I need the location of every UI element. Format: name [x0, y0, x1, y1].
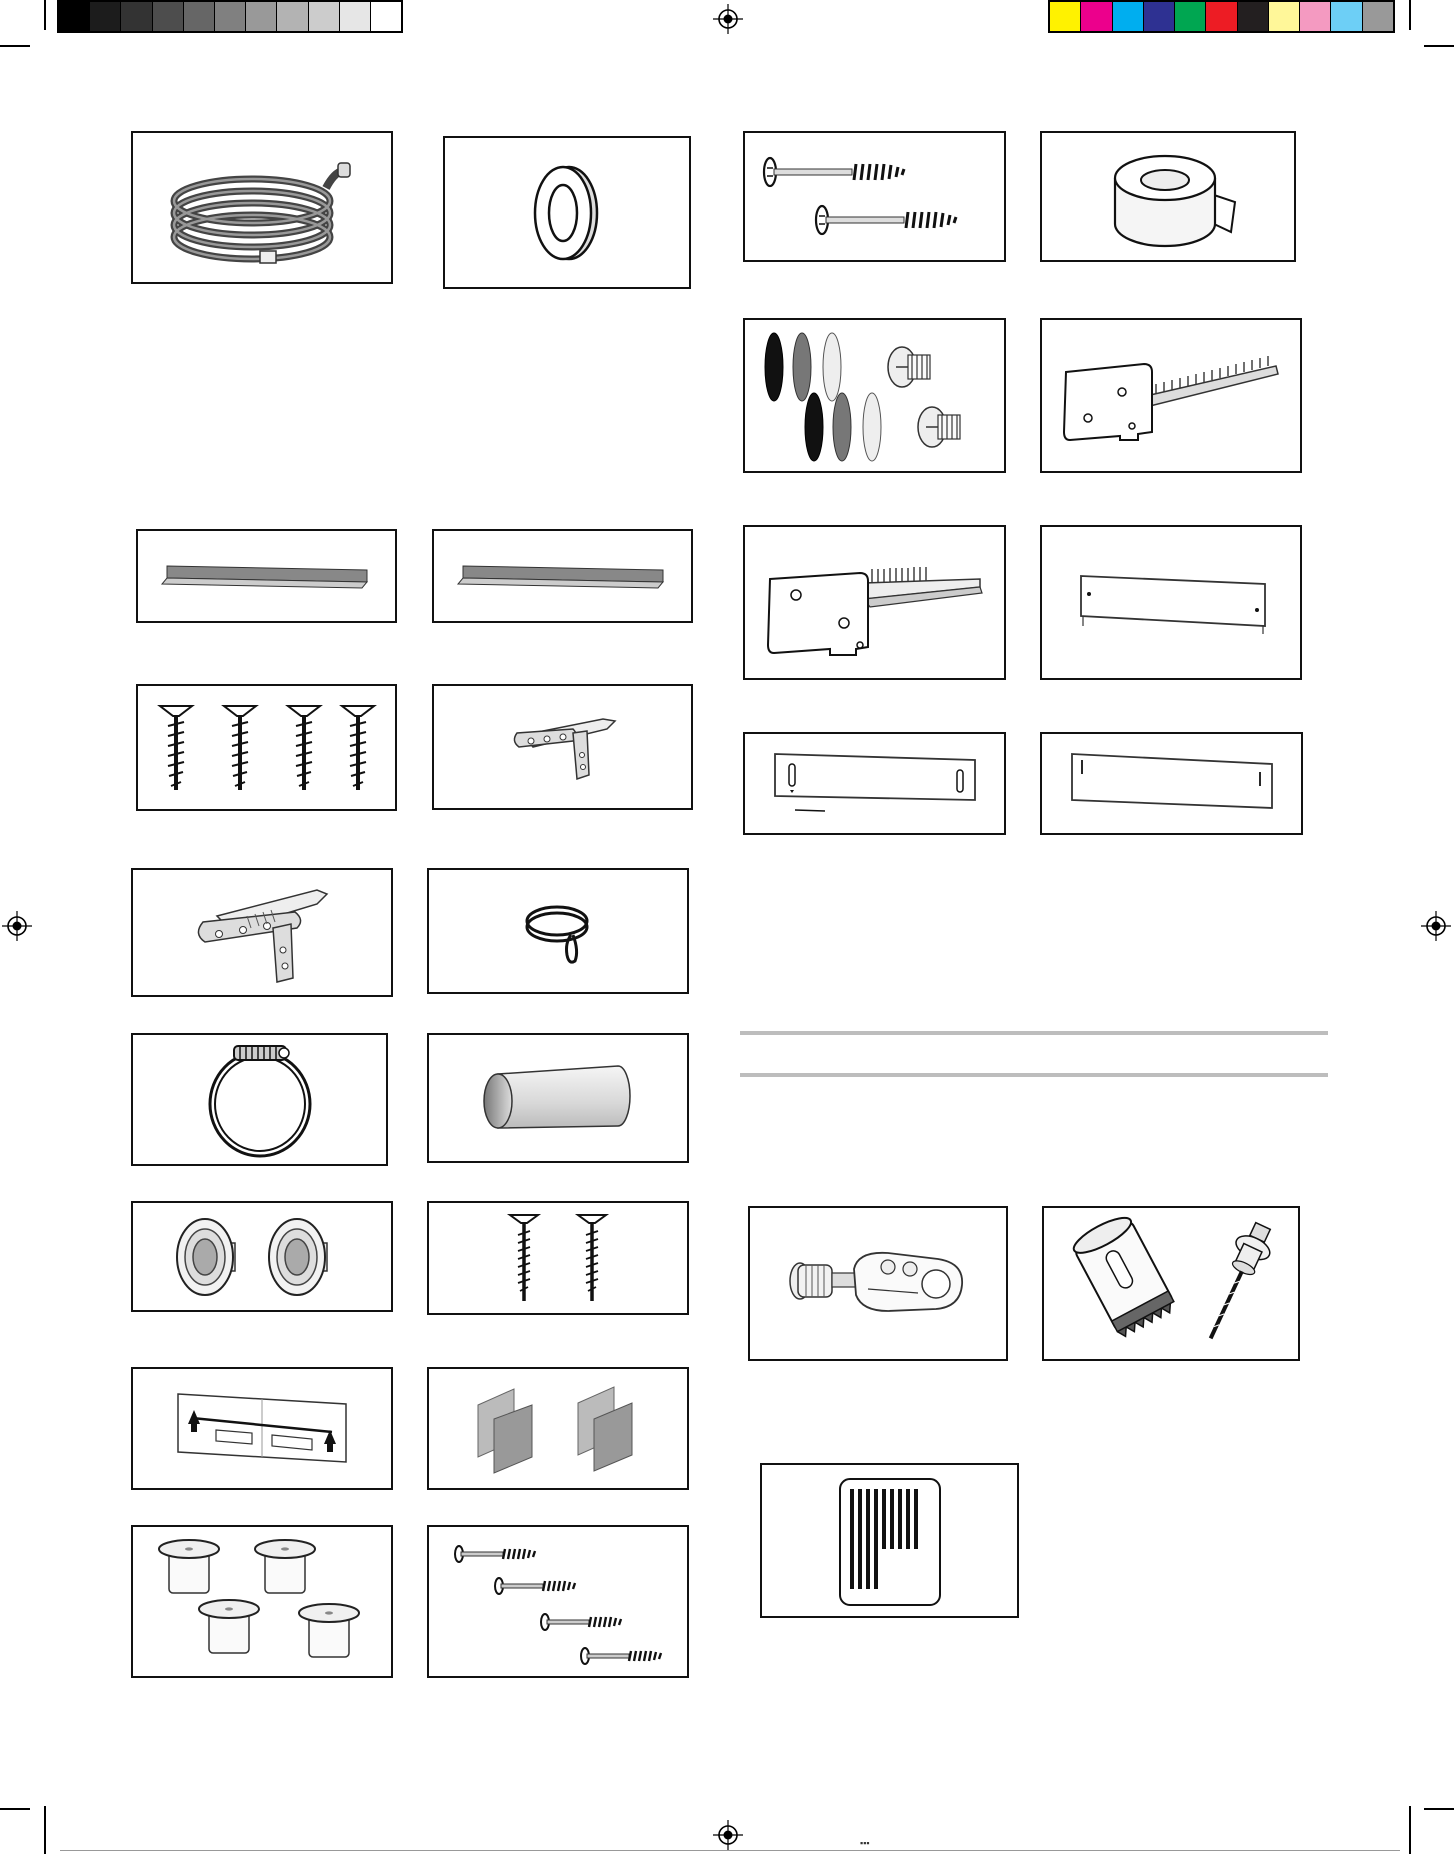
- accessory-mounting-bracket-rack: [1040, 318, 1302, 473]
- pipe-tube-icon: [478, 1058, 638, 1138]
- long-screw-icon: [443, 1532, 673, 1672]
- accessory-wood-screws-four: [136, 684, 397, 811]
- accessory-large-hinge-clip: [131, 868, 393, 997]
- tool-hole-saw-and-drill: [1042, 1206, 1300, 1361]
- trim-mark: [1409, 0, 1411, 30]
- wood-screw-icon: [498, 1211, 618, 1305]
- tool-pipe-cutter: [748, 1206, 1008, 1361]
- gray-swatch: [371, 2, 401, 31]
- accessory-insulation-tape: [1040, 131, 1296, 262]
- footer-mark: ▪▪▪: [860, 1838, 870, 1848]
- trim-mark: [1409, 1806, 1411, 1854]
- hinge-clip-icon: [187, 878, 337, 988]
- accessory-small-hinge-clip: [432, 684, 693, 810]
- hinge-clip-icon: [503, 707, 623, 787]
- accessory-angle-strip-2: [432, 529, 693, 623]
- accessory-foam-pads: [427, 1367, 689, 1490]
- gray-swatch: [309, 2, 340, 31]
- angle-strip-icon: [453, 556, 673, 596]
- gray-swatch: [153, 2, 184, 31]
- flat-plate-icon: [1071, 568, 1271, 638]
- accessory-support-bracket-large: [743, 525, 1006, 680]
- accessory-wood-screws-two: [427, 1201, 689, 1315]
- color-swatch: [1144, 2, 1175, 31]
- gray-swatch: [340, 2, 371, 31]
- ring-gasket-icon: [527, 158, 607, 268]
- color-swatch: [1363, 2, 1393, 31]
- gray-swatch: [246, 2, 277, 31]
- color-swatch: [1331, 2, 1362, 31]
- flat-panel-icon: [1062, 744, 1282, 824]
- slotted-panel-icon: [765, 744, 985, 824]
- color-swatch: [1113, 2, 1144, 31]
- color-swatch: [1050, 2, 1081, 31]
- accessory-grommets: [131, 1201, 393, 1312]
- pipe-cutter-icon: [778, 1229, 978, 1339]
- trim-mark: [1424, 45, 1454, 47]
- accessory-flat-plate-1: [1040, 525, 1302, 680]
- color-swatch: [1175, 2, 1206, 31]
- tool-fin-comb: [760, 1463, 1019, 1618]
- angle-strip-icon: [157, 556, 377, 596]
- gray-swatch: [277, 2, 308, 31]
- hole-saw-icon: [1056, 1214, 1286, 1354]
- bracket-icon: [760, 543, 990, 663]
- gray-swatch: [90, 2, 121, 31]
- coiled-hose-icon: [162, 143, 362, 273]
- tape-roll-icon: [1093, 142, 1243, 252]
- accessory-long-screws-pair: [743, 131, 1006, 262]
- trim-mark: [1424, 1808, 1454, 1810]
- bushing-icon: [147, 1529, 377, 1674]
- crosshair-target-icon: [1421, 911, 1451, 941]
- trim-mark: [44, 1806, 46, 1854]
- gray-swatch: [184, 2, 215, 31]
- cap-plug-icon: [752, 323, 997, 468]
- fin-comb-icon: [830, 1471, 950, 1611]
- accessory-slotted-panel: [743, 732, 1006, 835]
- accessory-angle-strip-1: [136, 529, 397, 623]
- grommet-icon: [167, 1207, 357, 1307]
- section-divider-bottom: [740, 1073, 1328, 1077]
- template-sheet-icon: [172, 1384, 352, 1474]
- crosshair-target-icon: [713, 1820, 743, 1850]
- gray-swatch: [59, 2, 90, 31]
- accessory-pipe-tube: [427, 1033, 689, 1163]
- hose-clamp-icon: [200, 1038, 320, 1162]
- color-swatch: [1300, 2, 1331, 31]
- crosshair-target-icon: [713, 4, 743, 34]
- gray-swatch: [121, 2, 152, 31]
- color-bar: [1048, 0, 1395, 33]
- gray-swatch: [215, 2, 246, 31]
- color-swatch: [1238, 2, 1269, 31]
- accessory-hose-clamp: [131, 1033, 388, 1166]
- long-screw-icon: [752, 142, 997, 252]
- bottom-trim-line: [60, 1850, 1400, 1851]
- accessory-flat-panel: [1040, 732, 1303, 835]
- trim-mark: [0, 1808, 30, 1810]
- section-divider-top: [740, 1031, 1328, 1035]
- trim-mark: [0, 45, 30, 47]
- bracket-rack-icon: [1056, 336, 1286, 456]
- accessory-caps-and-plugs: [743, 318, 1006, 473]
- accessory-sleeve-bushings: [131, 1525, 393, 1678]
- wood-screw-icon: [152, 698, 382, 798]
- color-swatch: [1081, 2, 1112, 31]
- gray-ramp-bar: [57, 0, 403, 33]
- accessory-spring-clip: [427, 868, 689, 994]
- spring-clip-icon: [513, 891, 603, 971]
- accessory-rubber-ring: [443, 136, 691, 289]
- accessory-drain-hose: [131, 131, 393, 284]
- accessory-window-template: [131, 1367, 393, 1490]
- color-swatch: [1206, 2, 1237, 31]
- trim-mark: [44, 0, 46, 30]
- foam-pad-icon: [468, 1379, 648, 1479]
- accessory-long-screws-four: [427, 1525, 689, 1678]
- crosshair-target-icon: [2, 911, 32, 941]
- color-swatch: [1269, 2, 1300, 31]
